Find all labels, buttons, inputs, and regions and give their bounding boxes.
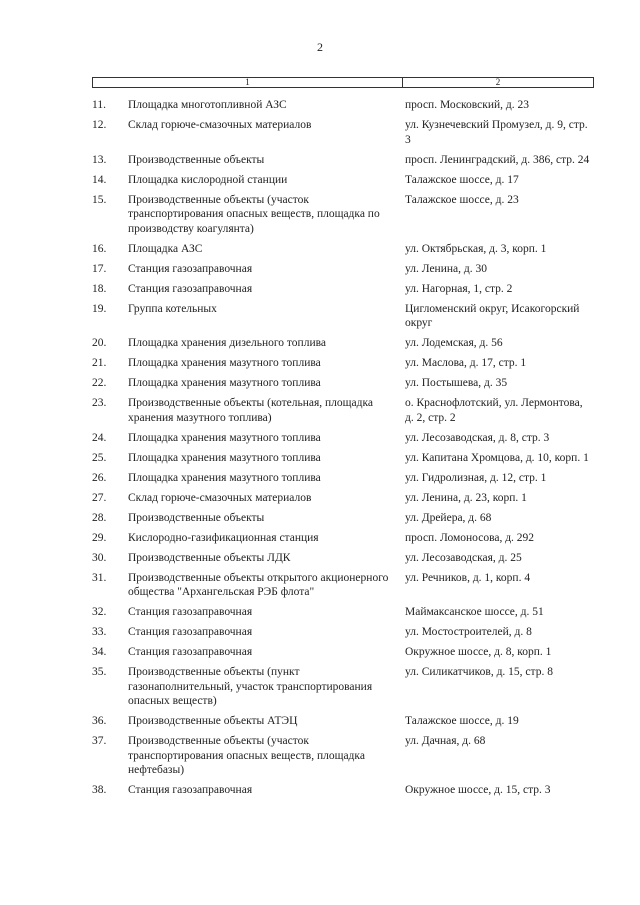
object-address: Окружное шоссе, д. 8, корп. 1 <box>405 646 552 658</box>
object-address: просп. Ломоносова, д. 292 <box>405 531 535 544</box>
row-number: 35. <box>92 666 107 678</box>
table-row <box>0 645 640 660</box>
object-name: Склад горюче-смазочных материалов <box>128 119 312 131</box>
table-row <box>0 511 640 526</box>
object-address: Цигломенский округ, Исакогорский округ <box>405 302 580 329</box>
object-address: Окружное шоссе, д. 15, стр. 3 <box>405 784 551 796</box>
object-name: Площадка хранения мазутного топлива <box>128 377 321 389</box>
object-address: просп. Ленинградский, д. 386, стр. 24 <box>405 153 590 166</box>
object-address: ул. Лесозаводская, д. 8, стр. 3 <box>405 431 550 444</box>
object-address: ул. Дачная, д. 68 <box>405 735 486 747</box>
row-number: 17. <box>92 262 107 275</box>
object-name: Производственные объекты (пункт газонаполнительный, участок транспортирования опасных веществ) <box>128 666 373 707</box>
table-row <box>0 571 640 600</box>
table-row <box>0 153 640 168</box>
object-address: ул. Дрейера, д. 68 <box>405 511 492 524</box>
table-row <box>0 282 640 297</box>
table-row <box>0 471 640 486</box>
object-address: ул. Кузнечевский Промузел, д. 9, стр. 3 <box>405 119 588 146</box>
row-number: 28. <box>92 511 107 524</box>
row-number: 11. <box>92 99 106 111</box>
table-body <box>0 98 640 803</box>
object-address: ул. Мостостроителей, д. 8 <box>405 626 532 638</box>
row-number: 18. <box>92 282 107 295</box>
table-row <box>0 336 640 351</box>
row-number: 38. <box>92 784 107 796</box>
table-row <box>0 98 640 113</box>
row-number: 14. <box>92 173 107 186</box>
object-address: ул. Маслова, д. 17, стр. 1 <box>405 357 527 369</box>
object-name: Площадка хранения мазутного топлива <box>128 357 321 369</box>
object-name: Склад горюче-смазочных материалов <box>128 491 312 504</box>
row-number: 22. <box>92 377 107 389</box>
object-address: ул. Речников, д. 1, корп. 4 <box>405 571 531 584</box>
object-name: Производственные объекты АТЭЦ <box>128 715 298 727</box>
header-col-1: 1 <box>93 78 403 87</box>
row-number: 34. <box>92 646 107 658</box>
object-name: Площадка хранения мазутного топлива <box>128 471 321 484</box>
table-row <box>0 451 640 466</box>
page-number: 2 <box>317 40 323 54</box>
table-row <box>0 625 640 640</box>
row-number: 30. <box>92 551 107 564</box>
table-row <box>0 376 640 391</box>
row-number: 26. <box>92 471 107 484</box>
object-name: Производственные объекты открытого акционерного общества "Архангельская РЭБ флота" <box>128 571 389 598</box>
object-name: Станция газозаправочная <box>128 262 253 275</box>
object-name: Станция газозаправочная <box>128 784 253 796</box>
object-address: просп. Московский, д. 23 <box>405 99 529 111</box>
object-address: о. Краснофлотский, ул. Лермонтова, д. 2, стр. 2 <box>405 397 583 424</box>
table-row <box>0 431 640 446</box>
object-address: Талажское шоссе, д. 19 <box>405 715 519 727</box>
table-row <box>0 665 640 709</box>
object-name: Производственные объекты <box>128 153 265 166</box>
object-name: Площадка кислородной станции <box>128 173 288 186</box>
object-address: Талажское шоссе, д. 17 <box>405 173 519 186</box>
row-number: 12. <box>92 119 107 131</box>
object-name: Станция газозаправочная <box>128 282 253 295</box>
row-number: 19. <box>92 302 107 315</box>
row-number: 32. <box>92 606 107 618</box>
object-address: ул. Октябрьская, д. 3, корп. 1 <box>405 242 547 255</box>
object-name: Производственные объекты (котельная, площадка хранения мазутного топлива) <box>128 397 373 424</box>
row-number: 36. <box>92 715 107 727</box>
row-number: 25. <box>92 451 107 464</box>
table-header <box>92 77 594 88</box>
table-row <box>0 714 640 729</box>
object-name: Площадка хранения мазутного топлива <box>128 431 321 444</box>
row-number: 29. <box>92 531 107 544</box>
object-name: Кислородно-газификационная станция <box>128 531 319 544</box>
row-number: 20. <box>92 337 107 349</box>
object-name: Производственные объекты <box>128 511 265 524</box>
table-row <box>0 193 640 237</box>
table-row <box>0 396 640 425</box>
object-address: ул. Капитана Хромцова, д. 10, корп. 1 <box>405 451 589 464</box>
row-number: 21. <box>92 357 107 369</box>
table-row <box>0 118 640 147</box>
object-name: Площадка хранения дизельного топлива <box>128 337 326 349</box>
object-name: Группа котельных <box>128 302 217 315</box>
row-number: 27. <box>92 491 107 504</box>
table-row <box>0 783 640 798</box>
table-row <box>0 531 640 546</box>
object-name: Площадка многотопливной АЗС <box>128 99 287 111</box>
row-number: 23. <box>92 397 107 409</box>
header-col-2: 2 <box>495 77 501 87</box>
object-address: ул. Лодемская, д. 56 <box>405 337 503 349</box>
row-number: 15. <box>92 193 107 206</box>
object-address: ул. Силикатчиков, д. 15, стр. 8 <box>405 666 553 678</box>
object-name: Производственные объекты ЛДК <box>128 551 291 564</box>
object-name: Станция газозаправочная <box>128 646 253 658</box>
row-number: 31. <box>92 571 107 584</box>
object-name: Станция газозаправочная <box>128 606 253 618</box>
object-name: Производственные объекты (участок транспортирования опасных веществ, площадка нефтебазы) <box>128 735 365 776</box>
object-address: ул. Гидролизная, д. 12, стр. 1 <box>405 471 547 484</box>
table-row <box>0 242 640 257</box>
row-number: 16. <box>92 242 107 255</box>
object-address: ул. Постышева, д. 35 <box>405 377 508 389</box>
table-row <box>0 491 640 506</box>
object-address: Маймаксанское шоссе, д. 51 <box>405 606 544 618</box>
row-number: 24. <box>92 431 107 444</box>
object-name: Станция газозаправочная <box>128 626 253 638</box>
object-address: ул. Лесозаводская, д. 25 <box>405 551 522 564</box>
object-name: Производственные объекты (участок транспортирования опасных веществ, площадка по производству коагулянта) <box>128 193 380 235</box>
row-number: 37. <box>92 735 107 747</box>
object-name: Площадка АЗС <box>128 242 203 255</box>
row-number: 33. <box>92 626 107 638</box>
row-number: 13. <box>92 153 107 166</box>
object-address: ул. Ленина, д. 30 <box>405 262 487 275</box>
table-row <box>0 551 640 566</box>
table-row <box>0 605 640 620</box>
table-row <box>0 734 640 778</box>
table-row <box>0 262 640 277</box>
object-address: ул. Нагорная, 1, стр. 2 <box>405 282 513 295</box>
table-row <box>0 356 640 371</box>
object-address: ул. Ленина, д. 23, корп. 1 <box>405 491 527 504</box>
object-address: Талажское шоссе, д. 23 <box>405 193 519 206</box>
table-row <box>0 302 640 331</box>
object-name: Площадка хранения мазутного топлива <box>128 451 321 464</box>
table-row <box>0 173 640 188</box>
